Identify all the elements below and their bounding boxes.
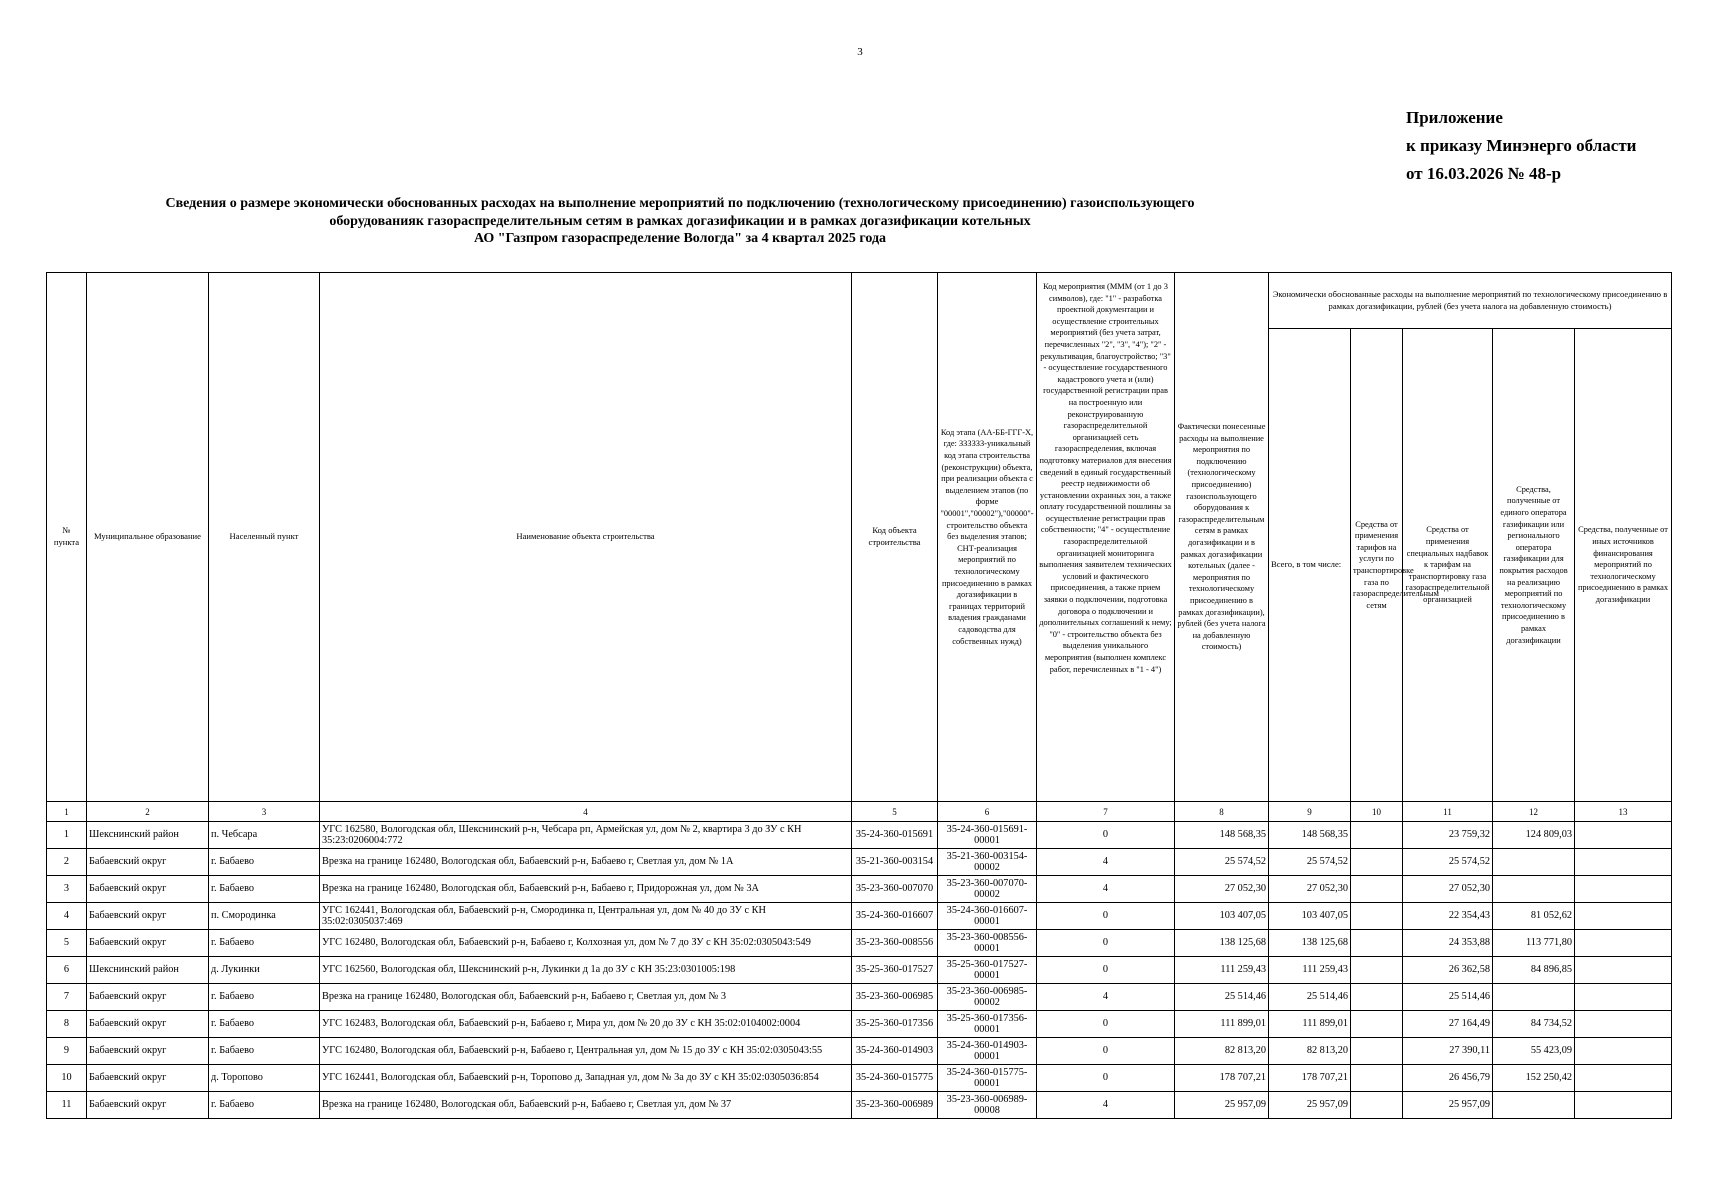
cell-surcharge-funds: 26 456,79 [1403,1065,1493,1092]
cell-object-code: 35-24-360-015775 [852,1065,938,1092]
header-stage-code: Код этапа (АА-ББ-ГГГ-Х, где: ЗЗЗЗЗЗ-уникальный код этапа строительства (реконструкции) объекта, при реализации объекта с выделением этапов (по форме "00001","00002"),"00000"-строительство объекта без выделения этапов; СНТ-реализация мероприятий по технологическому присоединению в рамках догазификации в границах территорий владения гражданами садоводства для собственных нужд) [938,273,1037,802]
cell-other-funds [1575,957,1672,984]
cell-operator-funds: 113 771,80 [1493,930,1575,957]
cell-municipality: Шекснинский район [87,957,209,984]
expenses-table [46,272,1672,1119]
cell-object-code: 35-23-360-007070 [852,876,938,903]
cell-object-code: 35-23-360-006989 [852,1092,938,1119]
cell-operator-funds: 124 809,03 [1493,822,1575,849]
cell-municipality: Бабаевский округ [87,903,209,930]
cell-municipality: Бабаевский округ [87,1065,209,1092]
cell-number: 1 [47,822,87,849]
cell-surcharge-funds: 22 354,43 [1403,903,1493,930]
cell-stage-code: 35-24-360-016607-00001 [938,903,1037,930]
column-number-cell: 3 [209,802,320,822]
cell-stage-code: 35-23-360-006989-00008 [938,1092,1037,1119]
cell-tariff-funds [1351,984,1403,1011]
cell-tariff-funds [1351,930,1403,957]
column-number-cell: 4 [320,802,852,822]
cell-object-name: Врезка на границе 162480, Вологодская обл, Бабаевский р-н, Бабаево г, Светлая ул, дом № 37 [320,1092,852,1119]
table-row [47,957,1672,984]
cell-object-code: 35-24-360-015691 [852,822,938,849]
cell-total: 103 407,05 [1269,903,1351,930]
table-row [47,822,1672,849]
cell-activity-code: 0 [1037,957,1175,984]
cell-surcharge-funds: 27 390,11 [1403,1038,1493,1065]
column-number-cell: 1 [47,802,87,822]
cell-object-name: УГС 162483, Вологодская обл, Бабаевский р-н, Бабаево г, Мира ул, дом № 20 до ЗУ с КН 35:02:0104002:0004 [320,1011,852,1038]
cell-stage-code: 35-23-360-008556-00001 [938,930,1037,957]
cell-surcharge-funds: 24 353,88 [1403,930,1493,957]
cell-operator-funds [1493,1092,1575,1119]
cell-tariff-funds [1351,876,1403,903]
cell-other-funds [1575,903,1672,930]
cell-total: 25 574,52 [1269,849,1351,876]
cell-municipality: Бабаевский округ [87,1038,209,1065]
title-line-1: Сведения о размере экономически обоснованных расходах на выполнение мероприятий по подключению (технологическому присоединению) газоиспользующего [165,196,1195,211]
cell-settlement: г. Бабаево [209,984,320,1011]
table-row [47,1065,1672,1092]
cell-operator-funds: 84 896,85 [1493,957,1575,984]
cell-object-code: 35-23-360-006985 [852,984,938,1011]
page-number: 3 [857,46,863,58]
cell-activity-code: 4 [1037,1092,1175,1119]
cell-actual-costs: 178 707,21 [1175,1065,1269,1092]
cell-actual-costs: 25 957,09 [1175,1092,1269,1119]
cell-number: 11 [47,1092,87,1119]
cell-object-code: 35-24-360-016607 [852,903,938,930]
cell-tariff-funds [1351,957,1403,984]
cell-stage-code: 35-24-360-015775-00001 [938,1065,1037,1092]
cell-stage-code: 35-25-360-017527-00001 [938,957,1037,984]
cell-municipality: Бабаевский округ [87,984,209,1011]
table-row [47,1038,1672,1065]
document-title [60,195,1300,248]
cell-number: 10 [47,1065,87,1092]
cell-actual-costs: 103 407,05 [1175,903,1269,930]
header-other-funds: Средства, полученные от иных источников финансирования мероприятий по технологическому присоединению в рамках догазификации [1575,329,1672,802]
cell-operator-funds: 152 250,42 [1493,1065,1575,1092]
cell-surcharge-funds: 25 957,09 [1403,1092,1493,1119]
cell-object-name: УГС 162441, Вологодская обл, Бабаевский р-н, Смородинка п, Центральная ул, дом № 40 до ЗУ с КН 35:02:0305037:469 [320,903,852,930]
column-number-cell: 7 [1037,802,1175,822]
cell-number: 8 [47,1011,87,1038]
cell-municipality: Бабаевский округ [87,876,209,903]
cell-object-name: Врезка на границе 162480, Вологодская обл, Бабаевский р-н, Бабаево г, Светлая ул, дом № 3 [320,984,852,1011]
cell-actual-costs: 138 125,68 [1175,930,1269,957]
title-line-2: оборудованияк газораспределительным сетям в рамках догазификации и в рамках догазификации котельных [329,213,1031,229]
cell-operator-funds: 81 052,62 [1493,903,1575,930]
cell-tariff-funds [1351,1065,1403,1092]
cell-object-name: УГС 162580, Вологодская обл, Шекснинский р-н, Чебсара рп, Армейская ул, дом № 2, квартира 3 до ЗУ с КН 35:23:0206004:772 [320,822,852,849]
cell-surcharge-funds: 25 514,46 [1403,984,1493,1011]
cell-object-name: УГС 162560, Вологодская обл, Шекснинский р-н, Лукинки д 1а до ЗУ с КН 35:23:0301005:198 [320,957,852,984]
header-actual-costs: Фактически понесенные расходы на выполнение мероприятия по подключению (технологическому присоединению) газоиспользующего оборудования к газораспределительным сетям в рамках догазификации и в рамках догазификации котельных (далее - мероприятия по технологическому присоединению в рамках догазификации), рублей (без учета налога на добавленную стоимость) [1175,273,1269,802]
cell-number: 9 [47,1038,87,1065]
cell-surcharge-funds: 26 362,58 [1403,957,1493,984]
cell-tariff-funds [1351,822,1403,849]
cell-object-name: Врезка на границе 162480, Вологодская обл, Бабаевский р-н, Бабаево г, Придорожная ул, дом № 3А [320,876,852,903]
table-row [47,849,1672,876]
cell-other-funds [1575,984,1672,1011]
appendix-line-1: Приложение [1406,108,1503,127]
cell-stage-code: 35-23-360-007070-00002 [938,876,1037,903]
cell-activity-code: 0 [1037,903,1175,930]
cell-other-funds [1575,1038,1672,1065]
cell-total: 138 125,68 [1269,930,1351,957]
column-number-cell: 9 [1269,802,1351,822]
cell-total: 148 568,35 [1269,822,1351,849]
cell-other-funds [1575,849,1672,876]
cell-settlement: п. Смородинка [209,903,320,930]
cell-tariff-funds [1351,903,1403,930]
cell-object-name: УГС 162441, Вологодская обл, Бабаевский р-н, Торопово д, Западная ул, дом № 3а до ЗУ с КН 35:02:0305036:854 [320,1065,852,1092]
cell-settlement: г. Бабаево [209,876,320,903]
cell-actual-costs: 111 259,43 [1175,957,1269,984]
cell-municipality: Шекснинский район [87,822,209,849]
cell-other-funds [1575,1065,1672,1092]
cell-activity-code: 0 [1037,822,1175,849]
header-activity-code: Код мероприятия (МММ (от 1 до 3 символов), где: "1" - разработка проектной документации и осуществление строительных мероприятий (без учета затрат, перечисленных "2", "3", "4"); "2" - рекультивация, благоустройство; "3" - осуществление государственного кадастрового учета и (или) государственной регистрации прав на построенную или реконструированную газораспределительной организацией сеть газораспределения, включая подготовку материалов для внесения сведений в единый государственный реестр недвижимости об установлении охранных зон, а также оплату государственной пошлины за осуществление регистрации прав собственности; "4" - осуществление газораспределительной организацией мониторинга выполнения заявителем технических условий и фактического присоединения, а также прием заявки о подключении, подготовка договора о подключении и дополнительных соглашений к нему; "0" - строительство объекта без выделения уникального мероприятия (выполнен комплекс работ, перечисленных в "1 - 4") [1037,273,1175,802]
column-number-row [47,802,1672,822]
cell-surcharge-funds: 25 574,52 [1403,849,1493,876]
cell-actual-costs: 111 899,01 [1175,1011,1269,1038]
cell-surcharge-funds: 27 052,30 [1403,876,1493,903]
cell-object-code: 35-24-360-014903 [852,1038,938,1065]
cell-stage-code: 35-24-360-014903-00001 [938,1038,1037,1065]
cell-tariff-funds [1351,1011,1403,1038]
cell-operator-funds: 55 423,09 [1493,1038,1575,1065]
cell-actual-costs: 27 052,30 [1175,876,1269,903]
cell-other-funds [1575,1011,1672,1038]
header-settlement: Населенный пункт [209,273,320,802]
cell-settlement: д. Торопово [209,1065,320,1092]
cell-operator-funds [1493,876,1575,903]
column-number-cell: 8 [1175,802,1269,822]
cell-actual-costs: 148 568,35 [1175,822,1269,849]
table-row [47,1092,1672,1119]
cell-other-funds [1575,930,1672,957]
cell-activity-code: 4 [1037,849,1175,876]
cell-total: 111 899,01 [1269,1011,1351,1038]
cell-settlement: д. Лукинки [209,957,320,984]
column-number-cell: 2 [87,802,209,822]
cell-settlement: г. Бабаево [209,1092,320,1119]
cell-settlement: г. Бабаево [209,1011,320,1038]
cell-number: 2 [47,849,87,876]
column-number-cell: 6 [938,802,1037,822]
header-operator-funds: Средства, полученные от единого оператора газификации или регионального оператора газификации для покрытия расходов на реализацию мероприятий по технологическому присоединению в рамках догазификации [1493,329,1575,802]
appendix-line-2: к приказу Минэнерго области [1406,136,1637,155]
table-row [47,903,1672,930]
header-number: № пункта [47,273,87,802]
cell-number: 6 [47,957,87,984]
header-group-justified-costs: Экономически обоснованные расходы на выполнение мероприятий по технологическому присоединению в рамках догазификации, рублей (без учета налога на добавленную стоимость) [1269,273,1672,329]
cell-total: 27 052,30 [1269,876,1351,903]
cell-tariff-funds [1351,1092,1403,1119]
cell-object-code: 35-25-360-017527 [852,957,938,984]
cell-total: 111 259,43 [1269,957,1351,984]
cell-other-funds [1575,822,1672,849]
cell-activity-code: 0 [1037,930,1175,957]
appendix-block [1406,104,1636,188]
column-number-cell: 11 [1403,802,1493,822]
cell-operator-funds [1493,984,1575,1011]
cell-settlement: п. Чебсара [209,822,320,849]
cell-other-funds [1575,1092,1672,1119]
table-row [47,930,1672,957]
table-row [47,876,1672,903]
cell-stage-code: 35-24-360-015691-00001 [938,822,1037,849]
cell-total: 25 957,09 [1269,1092,1351,1119]
title-line-3: АО "Газпром газораспределение Вологда" за 4 квартал 2025 года [473,231,887,246]
cell-total: 178 707,21 [1269,1065,1351,1092]
cell-actual-costs: 25 514,46 [1175,984,1269,1011]
header-total: Всего, в том числе: [1269,329,1351,802]
cell-stage-code: 35-21-360-003154-00002 [938,849,1037,876]
cell-operator-funds [1493,849,1575,876]
cell-actual-costs: 25 574,52 [1175,849,1269,876]
table-row [47,1011,1672,1038]
cell-other-funds [1575,876,1672,903]
header-surcharge-funds: Средства от применения специальных надбавок к тарифам на транспортировку газа газораспределительной организацией [1403,329,1493,802]
cell-surcharge-funds: 23 759,32 [1403,822,1493,849]
appendix-line-3: от 16.03.2026 № 48-р [1406,164,1562,183]
cell-object-code: 35-21-360-003154 [852,849,938,876]
cell-settlement: г. Бабаево [209,930,320,957]
column-number-cell: 13 [1575,802,1672,822]
column-number-cell: 10 [1351,802,1403,822]
cell-activity-code: 4 [1037,984,1175,1011]
cell-number: 3 [47,876,87,903]
cell-object-name: УГС 162480, Вологодская обл, Бабаевский р-н, Бабаево г, Колхозная ул, дом № 7 до ЗУ с КН 35:02:0305043:549 [320,930,852,957]
cell-tariff-funds [1351,849,1403,876]
cell-operator-funds: 84 734,52 [1493,1011,1575,1038]
cell-activity-code: 0 [1037,1065,1175,1092]
cell-object-code: 35-25-360-017356 [852,1011,938,1038]
header-tariff-funds: Средства от применения тарифов на услуги по транспортировке газа по газораспределительным сетям [1351,329,1403,802]
cell-municipality: Бабаевский округ [87,930,209,957]
column-number-cell: 12 [1493,802,1575,822]
cell-total: 25 514,46 [1269,984,1351,1011]
cell-object-name: УГС 162480, Вологодская обл, Бабаевский р-н, Бабаево г, Центральная ул, дом № 15 до ЗУ с КН 35:02:0305043:55 [320,1038,852,1065]
header-object-name: Наименование объекта строительства [320,273,852,802]
cell-activity-code: 0 [1037,1038,1175,1065]
cell-object-code: 35-23-360-008556 [852,930,938,957]
cell-actual-costs: 82 813,20 [1175,1038,1269,1065]
cell-activity-code: 0 [1037,1011,1175,1038]
cell-tariff-funds [1351,1038,1403,1065]
cell-number: 7 [47,984,87,1011]
cell-number: 4 [47,903,87,930]
cell-activity-code: 4 [1037,876,1175,903]
cell-municipality: Бабаевский округ [87,1092,209,1119]
header-object-code: Код объекта строительства [852,273,938,802]
cell-settlement: г. Бабаево [209,849,320,876]
cell-total: 82 813,20 [1269,1038,1351,1065]
header-municipality: Муниципальное образование [87,273,209,802]
cell-number: 5 [47,930,87,957]
cell-stage-code: 35-25-360-017356-00001 [938,1011,1037,1038]
cell-stage-code: 35-23-360-006985-00002 [938,984,1037,1011]
cell-municipality: Бабаевский округ [87,1011,209,1038]
cell-settlement: г. Бабаево [209,1038,320,1065]
column-number-cell: 5 [852,802,938,822]
cell-surcharge-funds: 27 164,49 [1403,1011,1493,1038]
cell-municipality: Бабаевский округ [87,849,209,876]
cell-object-name: Врезка на границе 162480, Вологодская обл, Бабаевский р-н, Бабаево г, Светлая ул, дом № 1А [320,849,852,876]
table-row [47,984,1672,1011]
